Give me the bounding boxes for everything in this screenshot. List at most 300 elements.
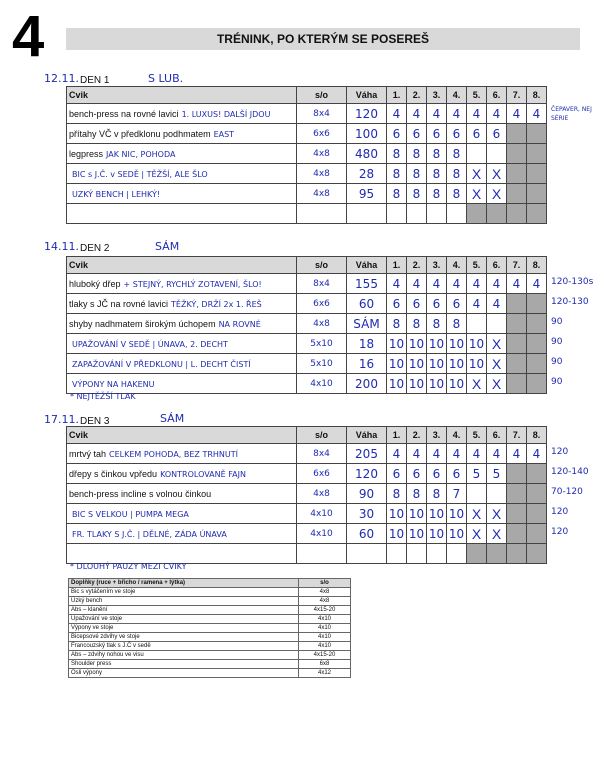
rep-cell: [427, 544, 447, 564]
rep-cell: 8: [427, 144, 447, 164]
rep-cell: 4: [387, 104, 407, 124]
weight-cell: 205: [347, 444, 387, 464]
rep-cell: X: [467, 374, 487, 394]
exercise-cell: [67, 124, 297, 144]
extras-name: Úzký bench: [69, 597, 299, 606]
weight-cell: 28: [347, 164, 387, 184]
handwritten-note: VÝPONY NA HAKENU: [72, 379, 155, 389]
sets-reps-cell: 5x10: [297, 334, 347, 354]
sets-reps-cell: 8x4: [297, 104, 347, 124]
table-row: [67, 294, 547, 314]
rep-cell: [407, 204, 427, 224]
exercise-name: legpress: [69, 148, 104, 159]
rep-cell: 4: [427, 444, 447, 464]
set-header: 1.: [387, 257, 407, 274]
day3-table: [66, 426, 547, 564]
set-header: 3.: [427, 257, 447, 274]
side-note: 120-130: [551, 296, 589, 307]
table-row: [67, 484, 547, 504]
day3-footnote: * DLOUHÝ PAUZY MEZI CVIKY: [70, 562, 187, 571]
sets-reps-cell: [297, 204, 347, 224]
extras-row: [69, 624, 351, 633]
set-header: 5.: [467, 427, 487, 444]
extras-name: Osli výpony: [69, 669, 299, 678]
set-header: 2.: [407, 427, 427, 444]
set-header: 6.: [487, 87, 507, 104]
table-row: [67, 204, 547, 224]
rep-cell: X: [487, 164, 507, 184]
rep-cell: 8: [447, 314, 467, 334]
rep-cell: [527, 504, 547, 524]
rep-cell: 8: [387, 484, 407, 504]
day2-note: SÁM: [155, 240, 180, 253]
rep-cell: 8: [447, 144, 467, 164]
sets-reps-cell: 4x8: [297, 164, 347, 184]
set-header: 1.: [387, 87, 407, 104]
rep-cell: 4: [387, 444, 407, 464]
rep-cell: 4: [467, 274, 487, 294]
handwritten-note: ZAPAŽOVÁNÍ V PŘEDKLONU | L. DECHT ČISTÍ: [72, 359, 251, 369]
side-note: 120: [551, 526, 569, 537]
rep-cell: 8: [407, 184, 427, 204]
handwritten-note: TĚŽKÝ, DRŽÍ 2x 1. ŘEŠ: [171, 299, 262, 309]
set-header: 8.: [527, 257, 547, 274]
rep-cell: [507, 184, 527, 204]
exercise-cell: [67, 334, 297, 354]
rep-cell: 8: [407, 164, 427, 184]
table-row: [67, 274, 547, 294]
rep-cell: 8: [387, 164, 407, 184]
vaha-header: Váha: [347, 257, 387, 274]
rep-cell: [427, 204, 447, 224]
handwritten-note: KONTROLOVANĚ FAJN: [160, 469, 246, 479]
exercise-cell: [67, 274, 297, 294]
extras-so: 4x15-20: [299, 606, 351, 615]
rep-cell: 10: [467, 334, 487, 354]
rep-cell: 10: [407, 354, 427, 374]
rep-cell: [507, 544, 527, 564]
rep-cell: 6: [407, 464, 427, 484]
weight-cell: 120: [347, 464, 387, 484]
sets-reps-cell: 4x8: [297, 314, 347, 334]
extras-name: Upažování ve stoje: [69, 615, 299, 624]
rep-cell: 10: [427, 334, 447, 354]
rep-cell: [407, 544, 427, 564]
rep-cell: 4: [387, 274, 407, 294]
table-row: [67, 314, 547, 334]
sets-reps-cell: 4x10: [297, 504, 347, 524]
side-note: 90: [551, 316, 563, 327]
rep-cell: [487, 544, 507, 564]
extras-so: 4x10: [299, 624, 351, 633]
table-row: [67, 354, 547, 374]
page-title: TRÉNINK, PO KTERÝM SE POSEREŠ: [66, 28, 580, 50]
sets-reps-cell: 6x6: [297, 464, 347, 484]
rep-cell: 6: [467, 124, 487, 144]
weight-cell: [347, 544, 387, 564]
rep-cell: 4: [487, 104, 507, 124]
weight-cell: 18: [347, 334, 387, 354]
rep-cell: 5: [467, 464, 487, 484]
extras-row: [69, 597, 351, 606]
rep-cell: X: [487, 184, 507, 204]
rep-cell: 4: [487, 294, 507, 314]
rep-cell: [487, 314, 507, 334]
rep-cell: [507, 124, 527, 144]
rep-cell: 6: [407, 294, 427, 314]
extras-row: [69, 615, 351, 624]
exercise-cell: [67, 524, 297, 544]
page-number: 4: [12, 4, 45, 69]
weight-cell: 155: [347, 274, 387, 294]
rep-cell: X: [467, 184, 487, 204]
extras-row: [69, 633, 351, 642]
sets-reps-cell: 6x6: [297, 294, 347, 314]
rep-cell: 8: [407, 314, 427, 334]
rep-cell: 10: [447, 374, 467, 394]
set-header: 2.: [407, 257, 427, 274]
so-header: s/o: [297, 427, 347, 444]
rep-cell: 8: [427, 164, 447, 184]
rep-cell: 10: [447, 504, 467, 524]
set-header: 4.: [447, 427, 467, 444]
day3-date: 17.11.: [44, 413, 79, 426]
rep-cell: [527, 334, 547, 354]
exercise-cell: [67, 464, 297, 484]
rep-cell: [507, 144, 527, 164]
exercise-name: bench-press incline s volnou činkou: [69, 488, 212, 499]
rep-cell: [527, 464, 547, 484]
extras-row: [69, 651, 351, 660]
extras-row: [69, 588, 351, 597]
rep-cell: [487, 144, 507, 164]
rep-cell: [527, 124, 547, 144]
extras-row: [69, 606, 351, 615]
weight-cell: 200: [347, 374, 387, 394]
rep-cell: 10: [447, 524, 467, 544]
rep-cell: [387, 204, 407, 224]
extras-name: Bicepsové zdvihy ve stoje: [69, 633, 299, 642]
table-row: [67, 464, 547, 484]
rep-cell: [527, 544, 547, 564]
rep-cell: 6: [427, 464, 447, 484]
weight-cell: 30: [347, 504, 387, 524]
rep-cell: 4: [487, 274, 507, 294]
rep-cell: X: [467, 524, 487, 544]
handwritten-note: + STEJNÝ, RYCHLÝ ZOTAVENÍ, ŠLO!: [123, 279, 262, 289]
sets-reps-cell: 5x10: [297, 354, 347, 374]
exercise-name: tlaky s JČ na rovné lavici: [69, 298, 169, 309]
sets-reps-cell: 6x6: [297, 124, 347, 144]
rep-cell: 4: [407, 274, 427, 294]
rep-cell: [507, 204, 527, 224]
extras-so: 4x10: [299, 633, 351, 642]
set-header: 4.: [447, 257, 467, 274]
extras-so-header: s/o: [299, 579, 351, 588]
set-header: 2.: [407, 87, 427, 104]
table-row: [67, 544, 547, 564]
header-row: [67, 257, 547, 274]
day1-date: 12.11.: [44, 72, 79, 85]
extras-row: [69, 642, 351, 651]
rep-cell: 4: [527, 444, 547, 464]
extras-so: 6x8: [299, 660, 351, 669]
handwritten-note: UPAŽOVÁNÍ V SEDĚ | ÚNAVA, 2. DECHT: [72, 339, 228, 349]
extras-so: 4x15-20: [299, 651, 351, 660]
set-header: 7.: [507, 427, 527, 444]
handwritten-note: EAST: [213, 129, 235, 139]
handwritten-note: NA ROVNÉ: [218, 319, 261, 329]
exercise-name: hluboký dřep: [69, 278, 121, 289]
rep-cell: X: [487, 524, 507, 544]
rep-cell: [487, 484, 507, 504]
side-note: 90: [551, 376, 563, 387]
rep-cell: 8: [427, 184, 447, 204]
side-note: 90: [551, 356, 563, 367]
weight-cell: 60: [347, 524, 387, 544]
rep-cell: [507, 314, 527, 334]
table-row: [67, 524, 547, 544]
side-note: 120-140: [551, 466, 589, 477]
rep-cell: 4: [507, 104, 527, 124]
weight-cell: [347, 204, 387, 224]
rep-cell: [507, 374, 527, 394]
set-header: 8.: [527, 427, 547, 444]
rep-cell: 4: [487, 444, 507, 464]
set-header: 3.: [427, 427, 447, 444]
exercise-name: přítahy VČ v předklonu podhmatem: [69, 128, 211, 139]
side-note: 120-130s: [551, 276, 594, 287]
weight-cell: 120: [347, 104, 387, 124]
exercise-cell: [67, 314, 297, 334]
rep-cell: 4: [447, 444, 467, 464]
day2-footnote: * NEJTĚŽŠÍ TLAK: [70, 392, 136, 401]
handwritten-note: BIC S VELKOU | PUMPA MEGA: [72, 509, 189, 519]
cvik-header: Cvik: [67, 427, 297, 444]
day2-table: [66, 256, 547, 394]
rep-cell: 10: [427, 374, 447, 394]
rep-cell: X: [467, 504, 487, 524]
rep-cell: 4: [427, 104, 447, 124]
set-header: 6.: [487, 427, 507, 444]
exercise-cell: [67, 144, 297, 164]
rep-cell: 10: [427, 354, 447, 374]
rep-cell: 6: [427, 294, 447, 314]
rep-cell: [507, 484, 527, 504]
sets-reps-cell: [297, 544, 347, 564]
rep-cell: 6: [407, 124, 427, 144]
rep-cell: X: [487, 354, 507, 374]
exercise-cell: [67, 374, 297, 394]
extras-header-row: [69, 579, 351, 588]
rep-cell: 8: [447, 164, 467, 184]
rep-cell: [527, 164, 547, 184]
extras-name: Francouzský tlak s J.Č v sedě: [69, 642, 299, 651]
rep-cell: [527, 314, 547, 334]
extras-so: 4x8: [299, 597, 351, 606]
rep-cell: 4: [467, 104, 487, 124]
handwritten-note: FR. TLAKY S J.Č. | DĚLNÉ, ZÁDA ÚNAVA: [72, 529, 227, 539]
extras-name: Abs – zdvihy nohou ve visu: [69, 651, 299, 660]
day1-table: [66, 86, 547, 224]
table-row: [67, 104, 547, 124]
set-header: 3.: [427, 87, 447, 104]
rep-cell: 8: [387, 144, 407, 164]
day3-note: SÁM: [160, 412, 185, 425]
rep-cell: [527, 484, 547, 504]
rep-cell: X: [467, 164, 487, 184]
day1-label: DEN 1: [80, 75, 110, 86]
handwritten-note: JAK NIC, POHODA: [106, 149, 176, 159]
rep-cell: [507, 504, 527, 524]
rep-cell: 8: [447, 184, 467, 204]
rep-cell: [507, 354, 527, 374]
rep-cell: 4: [527, 274, 547, 294]
exercise-cell: [67, 354, 297, 374]
exercise-name: shyby nadhmatem širokým úchopem: [69, 318, 216, 329]
set-header: 7.: [507, 87, 527, 104]
weight-cell: 16: [347, 354, 387, 374]
sets-reps-cell: 8x4: [297, 444, 347, 464]
rep-cell: 10: [427, 504, 447, 524]
cvik-header: Cvik: [67, 87, 297, 104]
extras-header: Doplňky (ruce + břicho / ramena + lýtka): [69, 579, 299, 588]
rep-cell: 8: [387, 314, 407, 334]
exercise-cell: [67, 204, 297, 224]
rep-cell: X: [487, 334, 507, 354]
rep-cell: 7: [447, 484, 467, 504]
rep-cell: 5: [487, 464, 507, 484]
rep-cell: 10: [387, 524, 407, 544]
rep-cell: [527, 144, 547, 164]
table-row: [67, 124, 547, 144]
extras-so: 4x12: [299, 669, 351, 678]
handwritten-note: UZKÝ BENCH | LEHKÝ!: [72, 189, 161, 199]
weight-cell: 90: [347, 484, 387, 504]
rep-cell: 4: [467, 294, 487, 314]
rep-cell: 10: [447, 354, 467, 374]
rep-cell: [447, 204, 467, 224]
extras-so: 4x8: [299, 588, 351, 597]
so-header: s/o: [297, 257, 347, 274]
rep-cell: 6: [387, 464, 407, 484]
rep-cell: [527, 294, 547, 314]
rep-cell: 4: [427, 274, 447, 294]
rep-cell: X: [487, 374, 507, 394]
extras-name: Výpony ve stoje: [69, 624, 299, 633]
handwritten-note: CELKEM POHODA, BEZ TRHNUTÍ: [109, 449, 238, 459]
exercise-cell: [67, 294, 297, 314]
rep-cell: 10: [387, 504, 407, 524]
exercise-name: dřepy s činkou vpředu: [69, 468, 158, 479]
so-header: s/o: [297, 87, 347, 104]
side-note: 120: [551, 446, 569, 457]
rep-cell: [507, 164, 527, 184]
rep-cell: 6: [487, 124, 507, 144]
exercise-name: mrtvý tah: [69, 448, 107, 459]
side-note: ČEPAVER, NEJ SÉRIE: [551, 105, 592, 122]
rep-cell: 8: [427, 484, 447, 504]
weight-cell: 480: [347, 144, 387, 164]
rep-cell: [467, 204, 487, 224]
rep-cell: 4: [407, 104, 427, 124]
rep-cell: 10: [467, 354, 487, 374]
rep-cell: 4: [447, 274, 467, 294]
set-header: 6.: [487, 257, 507, 274]
extras-so: 4x10: [299, 642, 351, 651]
extras-name: Abs – klanění: [69, 606, 299, 615]
rep-cell: 4: [507, 274, 527, 294]
set-header: 8.: [527, 87, 547, 104]
rep-cell: [467, 484, 487, 504]
sets-reps-cell: 4x10: [297, 374, 347, 394]
handwritten-note: BIC s J.Č. v SEDĚ | TĚŽŠÍ, ALE ŠLO: [72, 169, 208, 179]
weight-cell: 95: [347, 184, 387, 204]
exercise-cell: [67, 104, 297, 124]
rep-cell: [507, 294, 527, 314]
extras-row: [69, 669, 351, 678]
set-header: 7.: [507, 257, 527, 274]
rep-cell: 8: [387, 184, 407, 204]
table-row: [67, 184, 547, 204]
sets-reps-cell: 4x8: [297, 484, 347, 504]
set-header: 5.: [467, 257, 487, 274]
rep-cell: 8: [427, 314, 447, 334]
exercise-cell: [67, 504, 297, 524]
rep-cell: 10: [407, 374, 427, 394]
extras-name: Shoulder press: [69, 660, 299, 669]
rep-cell: 4: [407, 444, 427, 464]
set-header: 5.: [467, 87, 487, 104]
rep-cell: [527, 204, 547, 224]
weight-cell: SÁM: [347, 314, 387, 334]
rep-cell: 6: [387, 294, 407, 314]
cvik-header: Cvik: [67, 257, 297, 274]
vaha-header: Váha: [347, 87, 387, 104]
day3-label: DEN 3: [80, 416, 110, 427]
table-row: [67, 144, 547, 164]
rep-cell: [447, 544, 467, 564]
rep-cell: 4: [507, 444, 527, 464]
table-row: [67, 374, 547, 394]
sets-reps-cell: 8x4: [297, 274, 347, 294]
rep-cell: 10: [407, 504, 427, 524]
table-row: [67, 444, 547, 464]
rep-cell: 6: [387, 124, 407, 144]
extras-so: 4x10: [299, 615, 351, 624]
rep-cell: 8: [407, 144, 427, 164]
rep-cell: [487, 204, 507, 224]
rep-cell: [507, 464, 527, 484]
set-header: 4.: [447, 87, 467, 104]
rep-cell: 10: [387, 354, 407, 374]
side-note: 90: [551, 336, 563, 347]
exercise-cell: [67, 164, 297, 184]
rep-cell: [527, 184, 547, 204]
table-row: [67, 334, 547, 354]
rep-cell: 6: [447, 294, 467, 314]
extras-name: Bic s vytáčením ve stoje: [69, 588, 299, 597]
exercise-cell: [67, 484, 297, 504]
exercise-cell: [67, 544, 297, 564]
sets-reps-cell: 4x10: [297, 524, 347, 544]
side-note: 70-120: [551, 486, 583, 497]
rep-cell: [387, 544, 407, 564]
rep-cell: 10: [447, 334, 467, 354]
rep-cell: [507, 334, 527, 354]
weight-cell: 100: [347, 124, 387, 144]
rep-cell: 4: [467, 444, 487, 464]
